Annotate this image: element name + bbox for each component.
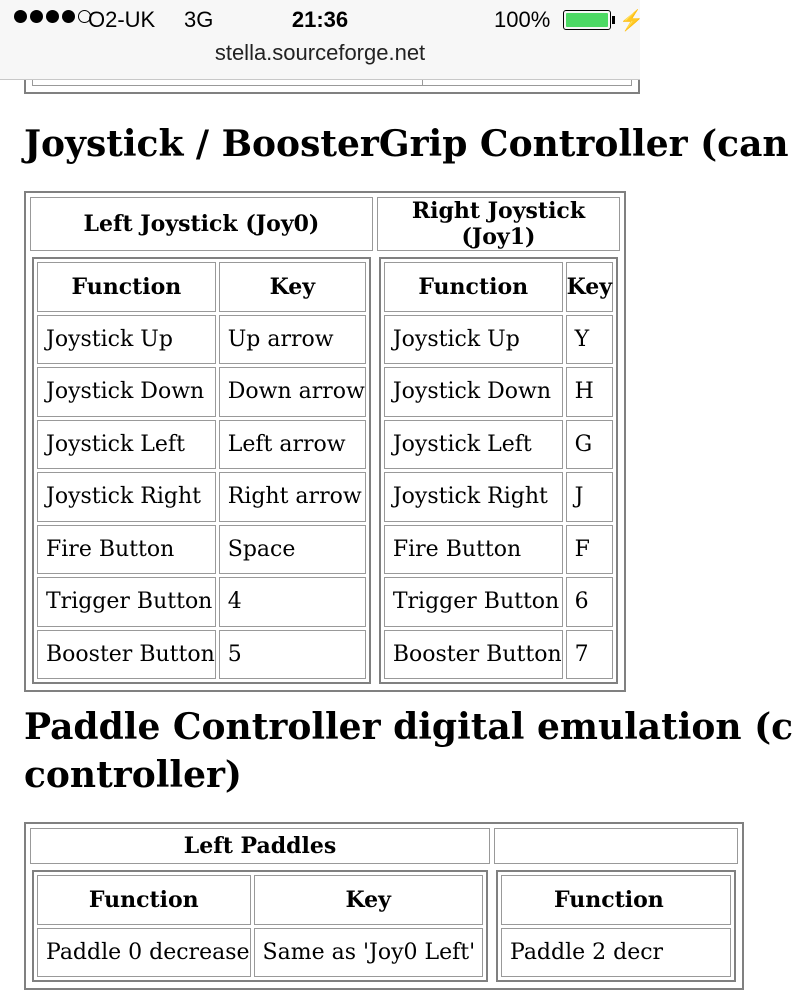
function-cell: Joystick Right <box>37 472 216 522</box>
left-paddles-title: Left Paddles <box>30 828 490 864</box>
table-row <box>384 472 613 522</box>
column-header-key: Key <box>566 262 613 312</box>
paddle-table <box>24 822 744 990</box>
column-header-function: Function <box>37 875 251 925</box>
function-cell: Paddle 2 decr <box>501 928 731 978</box>
key-cell: H <box>566 367 613 417</box>
function-cell: Joystick Up <box>37 315 216 365</box>
paddle-heading-line2: controller) <box>24 754 242 796</box>
browser-top-bar <box>0 0 644 80</box>
column-header-function: Function <box>501 875 731 925</box>
table-row <box>37 472 366 522</box>
function-cell: Fire Button <box>37 525 216 575</box>
function-cell: Joystick Right <box>384 472 563 522</box>
table-row <box>384 315 613 365</box>
function-cell: Joystick Up <box>384 315 563 365</box>
battery-percent: 100% <box>494 7 551 32</box>
clock: 21:36 <box>291 7 349 32</box>
key-cell: Right arrow <box>219 472 366 522</box>
battery-icon <box>563 10 611 30</box>
function-cell: Trigger Button <box>37 577 216 627</box>
right-paddles-title <box>494 828 738 864</box>
right-joystick-key-table <box>379 257 618 684</box>
key-cell: Up arrow <box>219 315 366 365</box>
function-cell: Joystick Left <box>37 420 216 470</box>
left-joystick-title: Left Joystick (Joy0) <box>30 197 373 251</box>
key-cell: G <box>566 420 613 470</box>
url-bar[interactable]: stella.sourceforge.net <box>214 40 426 65</box>
key-cell: J <box>566 472 613 522</box>
table-row <box>384 630 613 680</box>
table-row <box>37 525 366 575</box>
table-row <box>384 420 613 470</box>
function-cell: Joystick Down <box>384 367 563 417</box>
paddle-section-heading <box>24 703 793 799</box>
charging-bolt-icon: ⚡ <box>619 10 644 32</box>
key-cell: 7 <box>566 630 613 680</box>
function-cell: Joystick Left <box>384 420 563 470</box>
right-joystick-title: Right Joystick (Joy1) <box>377 197 620 251</box>
table-row <box>384 367 613 417</box>
key-cell: Space <box>219 525 366 575</box>
paddle-table-viewport <box>24 822 664 965</box>
right-paddles-key-table <box>496 870 736 982</box>
key-cell: Same as 'Joy0 Left' <box>254 928 483 978</box>
network-type: 3G <box>184 7 214 32</box>
table-row <box>384 525 613 575</box>
left-paddles-key-table <box>32 870 488 982</box>
column-header-key: Key <box>219 262 366 312</box>
battery-cap <box>612 16 615 24</box>
left-joystick-key-table <box>32 257 371 684</box>
table-row <box>37 630 366 680</box>
column-header-key: Key <box>254 875 483 925</box>
key-cell: Left arrow <box>219 420 366 470</box>
table-row <box>37 315 366 365</box>
key-cell: Y <box>566 315 613 365</box>
table-row <box>37 420 366 470</box>
status-bar <box>0 0 644 40</box>
function-cell: Booster Button <box>37 630 216 680</box>
table-row <box>37 367 366 417</box>
function-cell: Trigger Button <box>384 577 563 627</box>
table-row <box>37 928 483 978</box>
function-cell: Joystick Down <box>37 367 216 417</box>
paddle-heading-line1: Paddle Controller digital emulation (c <box>24 706 793 748</box>
key-cell: 4 <box>219 577 366 627</box>
function-cell: Fire Button <box>384 525 563 575</box>
table-row <box>37 577 366 627</box>
column-header-function: Function <box>384 262 563 312</box>
joystick-section-heading: Joystick / BoosterGrip Controller (can <box>24 123 789 165</box>
key-cell: 6 <box>566 577 613 627</box>
column-header-function: Function <box>37 262 216 312</box>
joystick-table <box>24 191 626 692</box>
function-cell: Booster Button <box>384 630 563 680</box>
carrier-name: O2-UK <box>88 7 156 32</box>
key-cell: 5 <box>219 630 366 680</box>
table-row <box>501 928 731 978</box>
key-cell: F <box>566 525 613 575</box>
table-row <box>384 577 613 627</box>
key-cell: Down arrow <box>219 367 366 417</box>
function-cell: Paddle 0 decrease <box>37 928 251 978</box>
